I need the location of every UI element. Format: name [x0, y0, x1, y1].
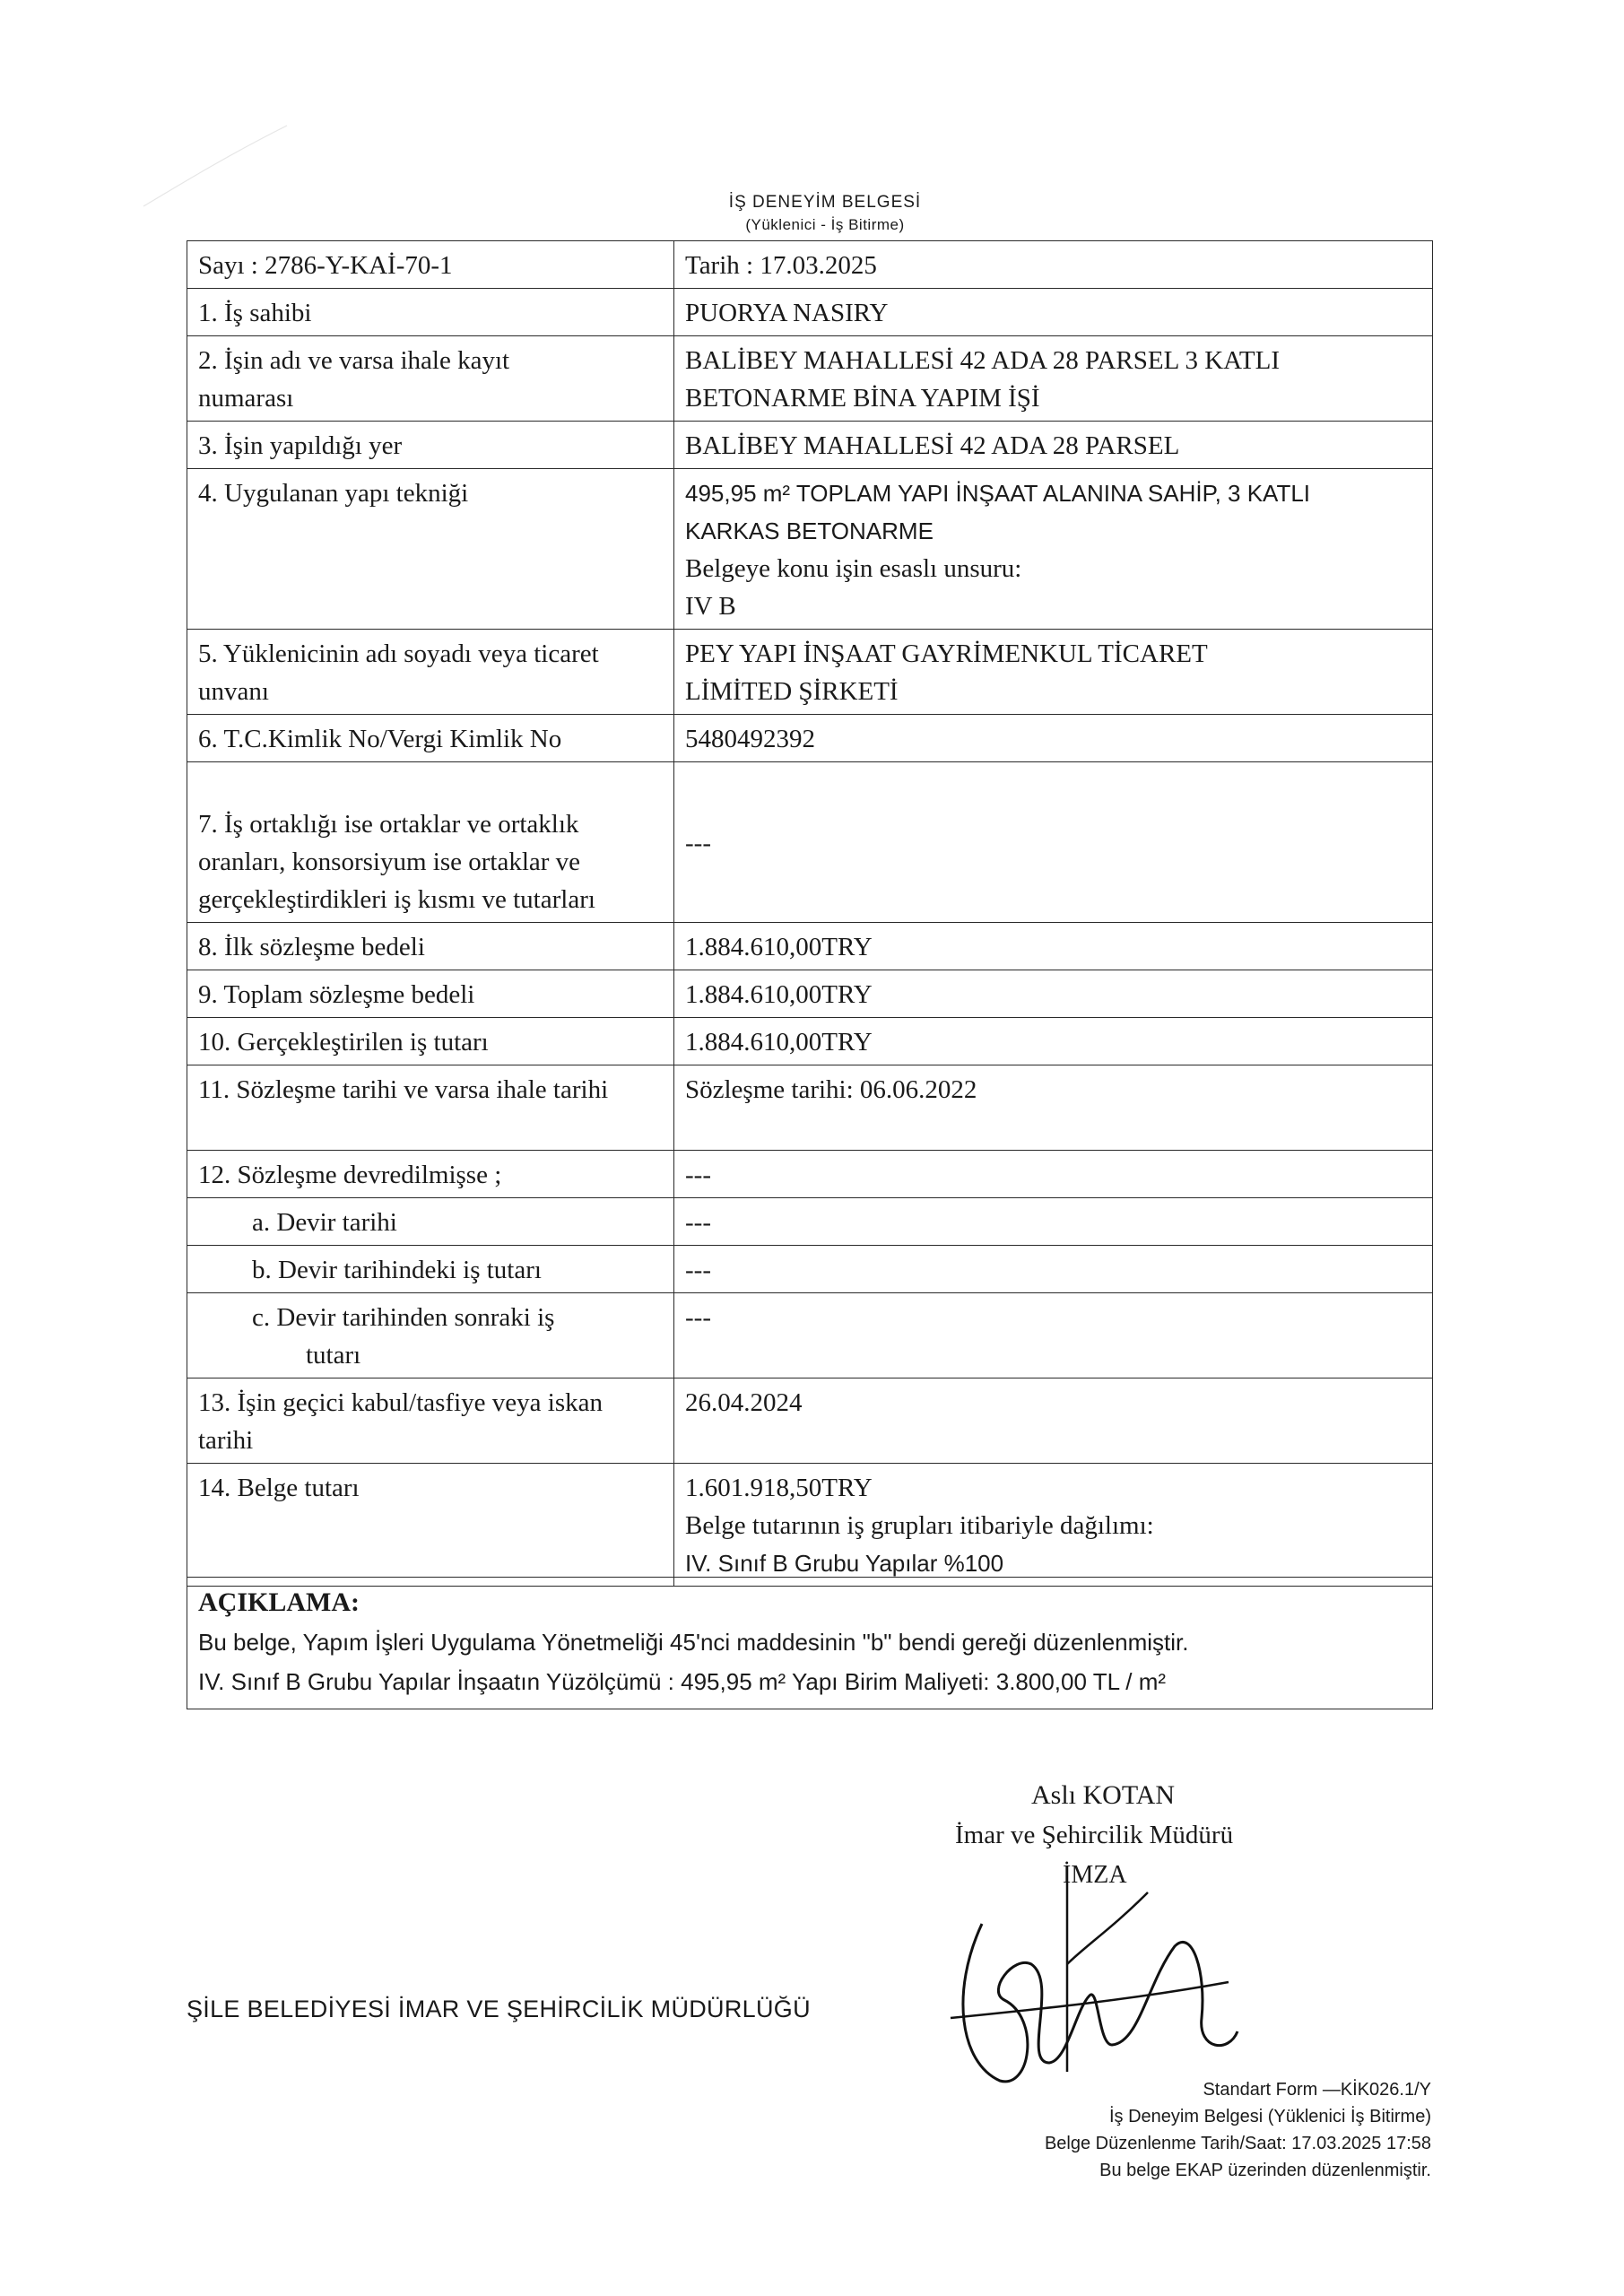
row-value: Tarih : 17.03.2025: [685, 251, 877, 280]
table-cell-label: [187, 630, 674, 715]
row-value: 26.04.2024: [685, 1388, 803, 1417]
table-cell-value: [674, 762, 1433, 923]
row-label: 11. Sözleşme tarihi ve varsa ihale tarihi: [198, 1075, 609, 1104]
row-label: 13. İşin geçici kabul/tasfiye veya iskan: [198, 1388, 603, 1417]
table-cell-label: [187, 289, 674, 336]
row-value: 1.884.610,00TRY: [685, 1028, 873, 1057]
aciklama-line-1: Bu belge, Yapım İşleri Uygulama Yönetmeliği 45'nci maddesinin "b" bendi gereği düzenlenmiştir.: [198, 1629, 1189, 1656]
table-cell-value: [674, 289, 1433, 336]
row-label: 4. Uygulanan yapı tekniği: [198, 479, 469, 508]
table-cell-value: [674, 1198, 1433, 1246]
row-value: ---: [685, 1161, 711, 1189]
row-value: PEY YAPI İNŞAAT GAYRİMENKUL TİCARET: [685, 639, 1208, 668]
row-label-cont: unvanı: [198, 677, 269, 706]
table-cell-label: [187, 923, 674, 970]
row-value: ---: [685, 1208, 711, 1237]
table-cell-label: [187, 241, 674, 289]
table-cell-value: [674, 1246, 1433, 1293]
row-value-cont: KARKAS BETONARME: [685, 517, 934, 544]
table-row-yapi-teknigi: [187, 469, 1433, 630]
spacer: [198, 768, 664, 805]
table-cell-value: [674, 1378, 1433, 1464]
table-cell-value: [674, 422, 1433, 469]
document-subtitle: (Yüklenici - İş Bitirme): [745, 216, 905, 233]
table-cell-label: [187, 970, 674, 1018]
table-row-devir-tarihi: [187, 1198, 1433, 1246]
row-value-cont: Belgeye konu işin esaslı unsuru:: [685, 554, 1022, 583]
row-label: 7. İş ortaklığı ise ortaklar ve ortaklık: [198, 810, 579, 839]
table-cell-value: [674, 1018, 1433, 1065]
row-label: 12. Sözleşme devredilmişse ;: [198, 1161, 502, 1189]
footer-form-code: Standart Form —KİK026.1/Y: [1203, 2080, 1431, 2100]
row-value: 5480492392: [685, 725, 815, 753]
document-title-block: [682, 191, 968, 236]
row-label-cont: tarihi: [198, 1426, 254, 1455]
signer-imza: İMZA: [1063, 1861, 1127, 1889]
table-row-devir-sonraki: [187, 1293, 1433, 1378]
row-label: 6. T.C.Kimlik No/Vergi Kimlik No: [198, 725, 562, 753]
row-value: 495,95 m² TOPLAM YAPI İNŞAAT ALANINA SAHİP, 3 KATLI: [685, 480, 1311, 507]
document-title: İŞ DENEYİM BELGESİ: [728, 193, 922, 212]
row-label: 1. İş sahibi: [198, 299, 312, 327]
row-value: PUORYA NASIRY: [685, 299, 889, 327]
table-cell-value: [674, 1464, 1433, 1587]
table-row-is-ortakligi: [187, 762, 1433, 923]
table-cell-value: [674, 970, 1433, 1018]
row-label: c. Devir tarihinden sonraki iş: [252, 1303, 555, 1332]
row-label-cont: numarası: [198, 384, 294, 413]
row-value: 1.601.918,50TRY: [685, 1474, 873, 1502]
aciklama-line-2: IV. Sınıf B Grubu Yapılar İnşaatın Yüzölçümü : 495,95 m² Yapı Birim Maliyeti: 3.800,00 TL / m²: [198, 1668, 1167, 1695]
table-row-isin-adi: [187, 336, 1433, 422]
row-label: 8. İlk sözleşme bedeli: [198, 933, 425, 961]
table-cell-label: [187, 1151, 674, 1198]
row-value-cont: LİMİTED ŞİRKETİ: [685, 677, 899, 706]
row-value-cont: BETONARME BİNA YAPIM İŞİ: [685, 384, 1040, 413]
municipality-name: ŞİLE BELEDİYESİ İMAR VE ŞEHİRCİLİK MÜDÜRLÜĞÜ: [187, 1996, 811, 2022]
row-value-cont: Belge tutarının iş grupları itibariyle dağılımı:: [685, 1511, 1154, 1540]
row-label-cont: oranları, konsorsiyum ise ortaklar ve: [198, 848, 581, 876]
table-row-devir: [187, 1151, 1433, 1198]
table-cell-label: [187, 469, 674, 630]
table-cell-label: [187, 1464, 674, 1587]
row-value: 1.884.610,00TRY: [685, 980, 873, 1009]
table-row-toplam-sozlesme: [187, 970, 1433, 1018]
table-cell-value: [674, 1065, 1433, 1151]
certificate-table: [187, 240, 1433, 1587]
table-row-is-sahibi: [187, 289, 1433, 336]
table-row-yuklenici: [187, 630, 1433, 715]
table-cell-label: [187, 1018, 674, 1065]
table-cell-label: [187, 715, 674, 762]
table-row-sayi: [187, 241, 1433, 289]
footer-issue-datetime: Belge Düzenlenme Tarih/Saat: 17.03.2025 17:58: [1044, 2134, 1431, 2153]
row-label: 14. Belge tutarı: [198, 1474, 360, 1502]
row-value: ---: [685, 829, 711, 857]
aciklama-heading: AÇIKLAMA:: [198, 1587, 360, 1617]
table-row-gerceklestirilen: [187, 1018, 1433, 1065]
table-cell-label: [187, 422, 674, 469]
row-value: ---: [685, 1256, 711, 1284]
row-label: 3. İşin yapıldığı yer: [198, 431, 403, 460]
row-label: 2. İşin adı ve varsa ihale kayıt: [198, 346, 510, 375]
signer-title: İmar ve Şehircilik Müdürü: [955, 1821, 1234, 1849]
row-label: Sayı : 2786-Y-KAİ-70-1: [198, 251, 453, 280]
table-row-vergi-no: [187, 715, 1433, 762]
table-row-yer: [187, 422, 1433, 469]
row-value: 1.884.610,00TRY: [685, 933, 873, 961]
row-label: 10. Gerçekleştirilen iş tutarı: [198, 1028, 489, 1057]
table-cell-value: [674, 923, 1433, 970]
footer-form-name: İş Deneyim Belgesi (Yüklenici İş Bitirme): [1109, 2107, 1431, 2126]
table-cell-label: [187, 336, 674, 422]
spacer: [198, 1109, 664, 1146]
table-cell-value: [674, 241, 1433, 289]
footer-block: [1045, 2076, 1431, 2184]
handwritten-signature-icon: [933, 1839, 1273, 2108]
row-value: ---: [685, 1303, 711, 1332]
table-row-sozlesme-tarihi: [187, 1065, 1433, 1151]
table-cell-value: [674, 715, 1433, 762]
table-cell-label: [187, 1293, 674, 1378]
row-value: Sözleşme tarihi: 06.06.2022: [685, 1075, 977, 1104]
table-cell-value: [674, 1151, 1433, 1198]
row-label: b. Devir tarihindeki iş tutarı: [252, 1256, 542, 1284]
aciklama-box: [187, 1577, 1433, 1709]
row-label-cont: gerçekleştirdikleri iş kısmı ve tutarları: [198, 885, 595, 914]
table-cell-label: [187, 762, 674, 923]
footer-ekap-note: Bu belge EKAP üzerinden düzenlenmiştir.: [1099, 2161, 1431, 2180]
table-cell-label: [187, 1378, 674, 1464]
row-label-cont: tutarı: [306, 1341, 361, 1370]
table-cell-label: [187, 1065, 674, 1151]
table-row-devir-tutari: [187, 1246, 1433, 1293]
row-label: a. Devir tarihi: [252, 1208, 397, 1237]
row-value: BALİBEY MAHALLESİ 42 ADA 28 PARSEL: [685, 431, 1180, 460]
scan-artifact-line: [135, 117, 296, 224]
row-value: BALİBEY MAHALLESİ 42 ADA 28 PARSEL 3 KATLI: [685, 346, 1280, 375]
table-cell-label: [187, 1198, 674, 1246]
row-value-cont: IV. Sınıf B Grubu Yapılar %100: [685, 1550, 1004, 1577]
row-label: 9. Toplam sözleşme bedeli: [198, 980, 475, 1009]
table-cell-value: [674, 1293, 1433, 1378]
signer-name: Aslı KOTAN: [1031, 1780, 1176, 1810]
table-row-ilk-sozlesme: [187, 923, 1433, 970]
table-cell-label: [187, 1246, 674, 1293]
row-label: 5. Yüklenicinin adı soyadı veya ticaret: [198, 639, 599, 668]
table-cell-value: [674, 469, 1433, 630]
table-cell-value: [674, 336, 1433, 422]
table-row-gecici-kabul: [187, 1378, 1433, 1464]
row-value-cont: IV B: [685, 592, 736, 621]
table-cell-value: [674, 630, 1433, 715]
table-row-belge-tutari: [187, 1464, 1433, 1587]
